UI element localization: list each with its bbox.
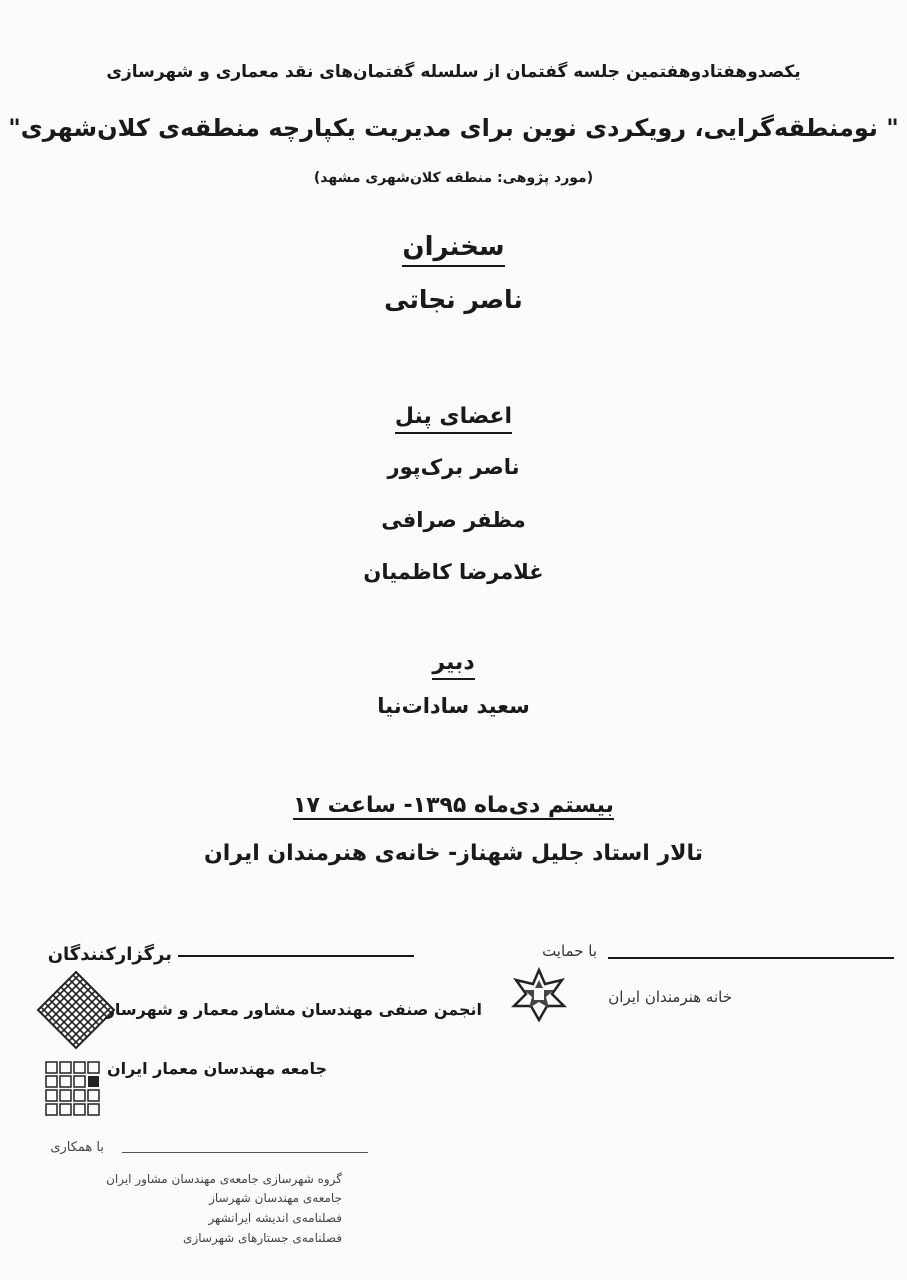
panel-member: ناصر برک‌پور	[387, 455, 520, 479]
collaborator-item: فصلنامه‌ی اندیشه ایرانشهر	[208, 1211, 342, 1225]
support-org-name: خانه هنرمندان ایران	[608, 988, 732, 1006]
organizers-label: برگزارکنندگان	[47, 944, 172, 965]
square-grid-logo-icon	[44, 1060, 102, 1118]
collaborator-item: گروه شهرسازی جامعه‌ی مهندسان مشاور ایران	[106, 1172, 342, 1186]
diamond-grid-logo-icon	[36, 970, 116, 1050]
collaborator-item: جامعه‌ی مهندسان شهرساز	[209, 1191, 342, 1205]
event-venue: تالار استاد جلیل شهناز- خانه‌ی هنرمندان ایران	[203, 841, 704, 866]
support-label: با حمایت	[542, 942, 597, 960]
speaker-name: ناصر نجاتی	[384, 285, 523, 314]
artists-house-logo-icon	[510, 966, 568, 1024]
panel-member: مظفر صرافی	[381, 508, 526, 532]
case-study-subtitle: (مورد پژوهی: منطقه کلان‌شهری مشهد)	[313, 170, 594, 186]
organizer-1-name: انجمن صنفی مهندسان مشاور معمار و شهرساز	[105, 1000, 482, 1019]
moderator-heading: دبیر	[0, 650, 907, 675]
series-line: یکصدوهفتادوهفتمین جلسه گفتمان از سلسله گفتمان‌های نقد معماری و شهرسازی	[106, 62, 801, 82]
panel-heading: اعضای پنل	[0, 404, 907, 429]
organizer-2-name: جامعه مهندسان معمار ایران	[107, 1059, 327, 1078]
organizers-divider	[178, 955, 414, 957]
collaboration-divider	[122, 1152, 368, 1153]
event-title: " نومنطقه‌گرایی، رویکردی نوین برای مدیریت یکپارچه منطقه‌ی کلان‌شهری"	[8, 114, 899, 142]
moderator-name: سعید سادات‌نیا	[377, 694, 530, 718]
panel-member: غلامرضا کاظمیان	[363, 560, 544, 584]
collaborator-item: فصلنامه‌ی جستارهای شهرسازی	[183, 1231, 342, 1245]
event-date-time: بیستم دی‌ماه ۱۳۹۵- ساعت ۱۷	[293, 793, 614, 818]
support-divider	[608, 957, 894, 959]
collaboration-label: با همکاری	[50, 1140, 104, 1155]
speaker-heading: سخنران	[0, 232, 907, 262]
